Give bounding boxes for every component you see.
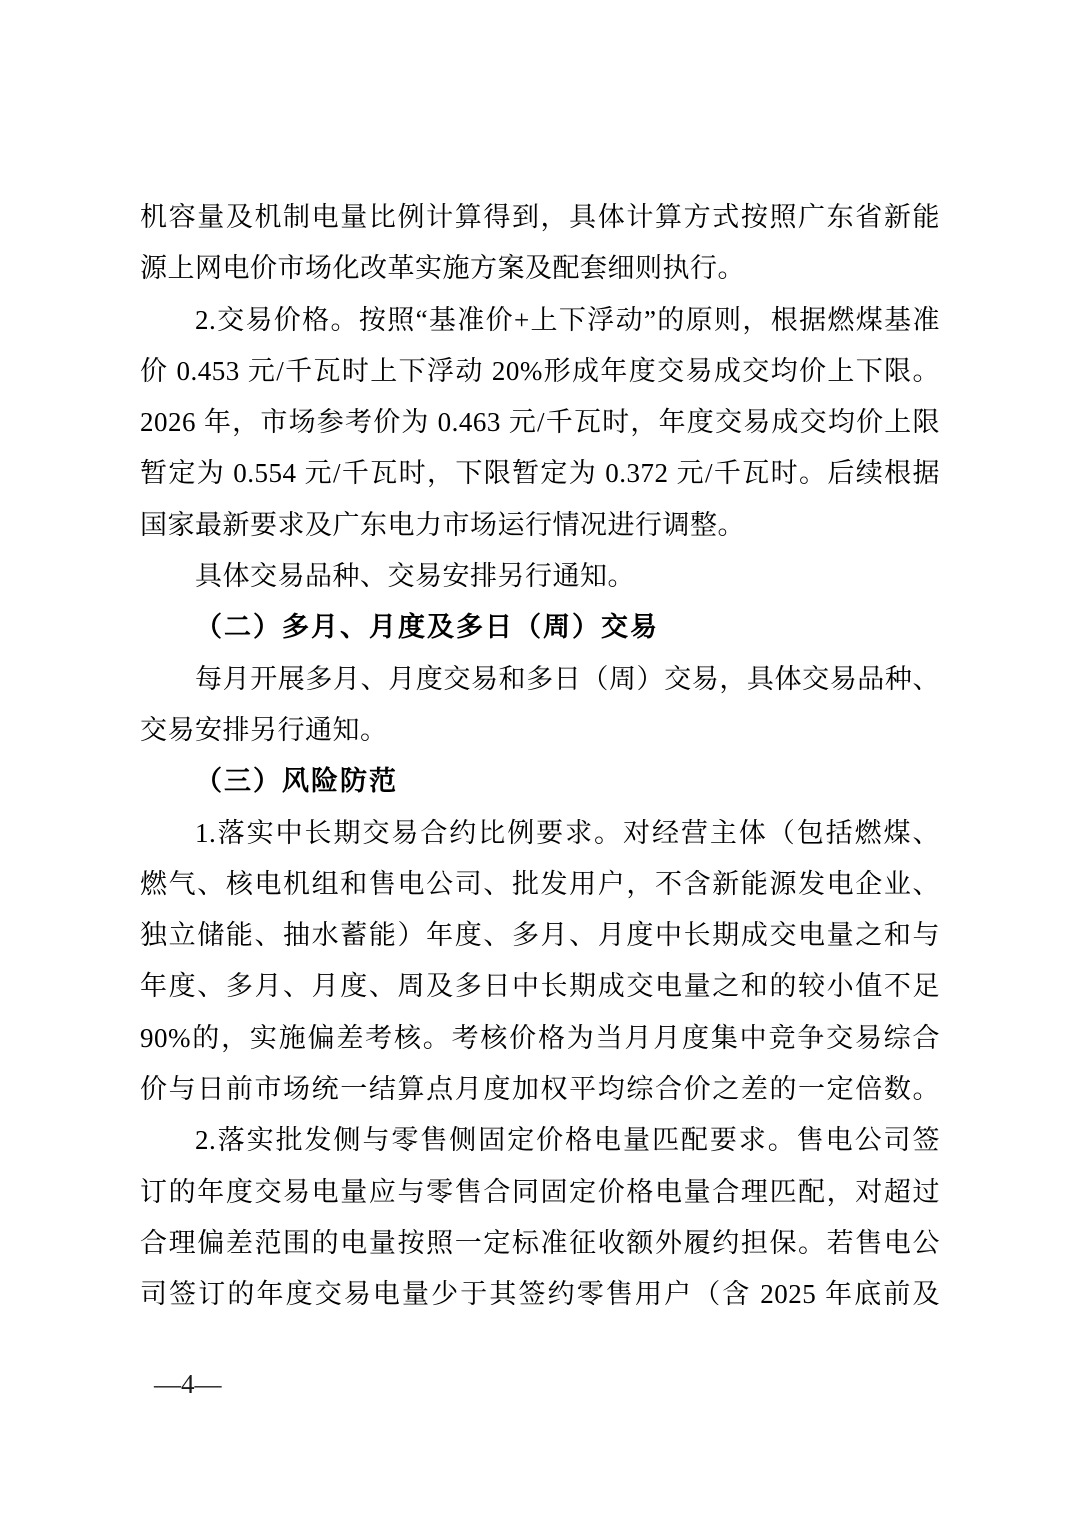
text-line: 2.交易价格。按照“基准价+上下浮动”的原则，根据燃煤基准: [195, 304, 940, 335]
text-line: 1.落实中长期交易合约比例要求。对经营主体（包括燃煤、: [195, 817, 940, 848]
text-line: 价与日前市场统一结算点月度加权平均综合价之差的一定倍数。: [140, 1074, 940, 1105]
page-number: —4—: [154, 1369, 222, 1399]
text-line: 燃气、核电机组和售电公司、批发用户，不含新能源发电企业、: [140, 868, 940, 899]
document-body: [140, 192, 940, 1321]
section-heading-3: （三）风险防范: [195, 766, 398, 797]
section-heading-2: （二）多月、月度及多日（周）交易: [195, 612, 659, 643]
text-line: 具体交易品种、交易安排另行通知。: [195, 561, 635, 592]
text-line: 机容量及机制电量比例计算得到，具体计算方式按照广东省新能: [140, 202, 940, 232]
text-line: 暂定为 0.554 元/千瓦时，下限暂定为 0.372 元/千瓦时。后续根据: [140, 458, 940, 489]
text-line: 合理偏差范围的电量按照一定标准征收额外履约担保。若售电公: [140, 1227, 940, 1258]
text-line: 订的年度交易电量应与零售合同固定价格电量合理匹配，对超过: [140, 1176, 940, 1207]
text-line: 每月开展多月、月度交易和多日（周）交易，具体交易品种、: [195, 663, 940, 694]
text-line: 2.落实批发侧与零售侧固定价格电量匹配要求。售电公司签: [195, 1125, 940, 1156]
text-line: 年度、多月、月度、周及多日中长期成交电量之和的较小值不足: [140, 971, 940, 1002]
text-line: 2026 年，市场参考价为 0.463 元/千瓦时，年度交易成交均价上限: [140, 407, 940, 438]
text-line: 国家最新要求及广东电力市场运行情况进行调整。: [140, 509, 745, 540]
text-line: 价 0.453 元/千瓦时上下浮动 20%形成年度交易成交均价上下限。: [140, 355, 940, 386]
text-line: 司签订的年度交易电量少于其签约零售用户（含 2025 年底前及: [140, 1279, 940, 1310]
text-line: 源上网电价市场化改革实施方案及配套细则执行。: [140, 253, 745, 284]
text-line: 交易安排另行通知。: [140, 714, 388, 745]
text-line: 独立储能、抽水蓄能）年度、多月、月度中长期成交电量之和与: [140, 920, 940, 951]
text-line: 90%的，实施偏差考核。考核价格为当月月度集中竞争交易综合: [140, 1022, 940, 1053]
